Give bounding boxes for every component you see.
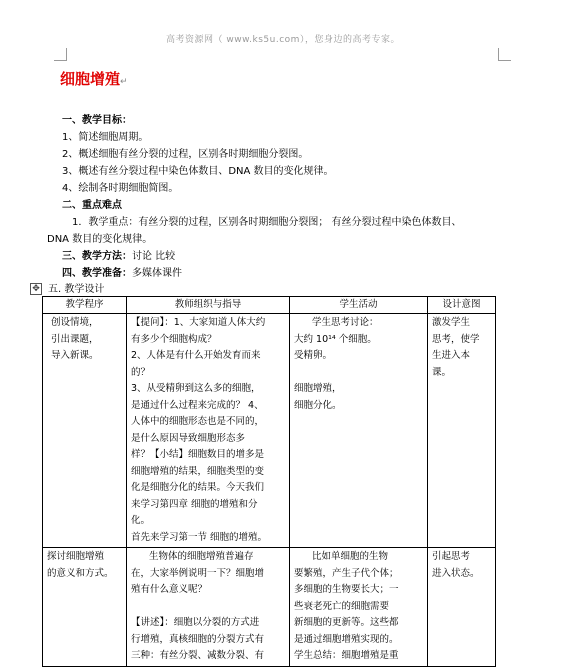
table-row [43, 548, 496, 667]
cell-line: 大约 10¹⁴ 个细胞。 [294, 333, 377, 345]
cell-line: 探讨细胞增殖 [47, 551, 105, 562]
cell-line: 殖有什么意义呢？ [131, 584, 208, 595]
cell-line: 【讲述】：细胞以分裂的方式进 [131, 617, 260, 628]
procedure-cell[interactable] [43, 314, 127, 548]
goal-item[interactable]: 3、概述有丝分裂过程中染色体数目、DNA 数目的变化规律。 [62, 166, 334, 177]
table-header-row [43, 297, 496, 314]
procedure-cell[interactable] [43, 548, 127, 667]
header-cell[interactable]: 学生活动 [290, 297, 428, 314]
method-value: 讨论 比较 [132, 251, 176, 262]
teacher-cell[interactable] [127, 314, 290, 548]
cell-line: 是什么原因导致细胞形态多 [131, 432, 246, 444]
intent-cell[interactable] [428, 548, 496, 667]
cell-line: 3、从受精卵到这么多的细胞， [131, 383, 261, 394]
cell-line: 首先来学习第一节 细胞的增殖。 [131, 531, 268, 543]
cell-line: 进入状态。 [432, 567, 480, 579]
teacher-cell[interactable] [127, 548, 290, 667]
design-heading[interactable]: 五. 教学设计 [48, 284, 105, 295]
crop-mark-top-left [54, 48, 67, 61]
table-move-handle-icon[interactable]: ✥ [30, 283, 42, 295]
goal-item[interactable]: 4、绘制各时期细胞简图。 [62, 183, 179, 194]
cell-line: 样？【小结】细胞数目的增多是 [131, 449, 265, 460]
cell-line: 引出课题， [51, 333, 99, 345]
cell-line: 有多少个细胞构成？ [131, 333, 217, 345]
cell-line: 受精卵。 [294, 350, 333, 361]
cell-line: 2、人体是有什么开始发育而来 [131, 350, 261, 361]
prep-value: 多媒体课件 [132, 268, 182, 279]
cell-line: 【提问】：1、大家知道人体大约 [131, 317, 266, 328]
lesson-plan-table [42, 296, 496, 667]
focus-line[interactable]: 1．教学重点：有丝分裂的过程，区别各时期细胞分裂图； 有丝分裂过程中染色体数目、 [72, 217, 462, 228]
method-label: 三、教学方法： [62, 251, 132, 262]
cell-line: 的意义和方式。 [47, 567, 114, 579]
focus-line[interactable]: DNA 数目的变化规律。 [47, 234, 153, 245]
cell-line: 多细胞的生物要长大；一 [294, 584, 399, 595]
cell-line: 些衰老死亡的细胞需要 [294, 600, 390, 612]
cell-line: 来学习第四章 细胞的增殖和分 [131, 498, 258, 510]
cell-line: 导入新课。 [51, 350, 99, 361]
goals-heading[interactable]: 一、教学目标： [62, 115, 132, 126]
paragraph-mark-icon: ↵ [120, 77, 128, 87]
cell-line: 创设情境， [51, 317, 99, 328]
prep-line[interactable] [62, 267, 182, 281]
cell-line: 新细胞的更新等。这些都 [294, 617, 399, 628]
cell-line: 化是细胞分化的结果。今天我们 [131, 482, 265, 493]
method-line[interactable] [62, 250, 175, 264]
cell-line: 生进入本 [432, 350, 471, 361]
cell-line: 人体中的细胞形态也是不同的， [131, 416, 265, 427]
goal-item[interactable]: 1、简述细胞周期。 [62, 132, 149, 143]
header-cell[interactable]: 教学程序 [43, 297, 127, 314]
page-header: 高考资源网（ www.ks5u.com），您身边的高考专家。 [166, 35, 400, 45]
document-title[interactable] [60, 68, 128, 89]
cell-line: 在，大家举例说明一下？细胞增 [131, 567, 265, 579]
cell-line [131, 599, 285, 616]
cell-line: 是通过什么过程来完成的？ 4、 [131, 399, 264, 411]
cell-line: 的？ [131, 366, 151, 378]
prep-label: 四、教学准备： [62, 268, 132, 279]
cell-line: 学生思考讨论： [312, 317, 379, 328]
cell-line: 引起思考 [432, 551, 471, 562]
cell-line: 要繁殖，产生子代个体； [294, 567, 399, 579]
student-cell[interactable] [290, 314, 428, 548]
header-cell[interactable]: 教师组织与指导 [127, 297, 290, 314]
cell-line: 生物体的细胞增殖普遍存 [149, 551, 254, 562]
header-cell[interactable]: 设计意图 [428, 297, 496, 314]
cell-line: 是通过细胞增殖实现的。 [294, 633, 399, 645]
title-text: 细胞增殖 [60, 70, 121, 88]
cell-line [294, 365, 423, 382]
cell-line: 课。 [432, 366, 452, 378]
cell-line: 细胞增殖的结果，细胞类型的变 [131, 465, 265, 477]
focus-heading[interactable]: 二、重点难点 [62, 200, 122, 211]
cell-line: 细胞分化。 [294, 399, 342, 411]
cell-line: 激发学生 [432, 317, 471, 328]
table-row [43, 314, 496, 548]
cell-line: 行增殖，真核细胞的分裂方式有 [131, 633, 265, 645]
goal-item[interactable]: 2、概述细胞有丝分裂的过程，区别各时期细胞分裂图。 [62, 149, 309, 160]
cell-line: 化。 [131, 515, 151, 526]
student-cell[interactable] [290, 548, 428, 667]
intent-cell[interactable] [428, 314, 496, 548]
cell-line: 比如单细胞的生物 [312, 551, 389, 562]
cell-line: 学生总结：细胞增殖是重 [294, 650, 399, 661]
cell-line: 思考，使学 [432, 333, 480, 345]
crop-mark-top-right [498, 48, 511, 61]
cell-line: 三种：有丝分裂、减数分裂、有 [131, 650, 265, 661]
cell-line: 细胞增殖， [294, 383, 342, 394]
